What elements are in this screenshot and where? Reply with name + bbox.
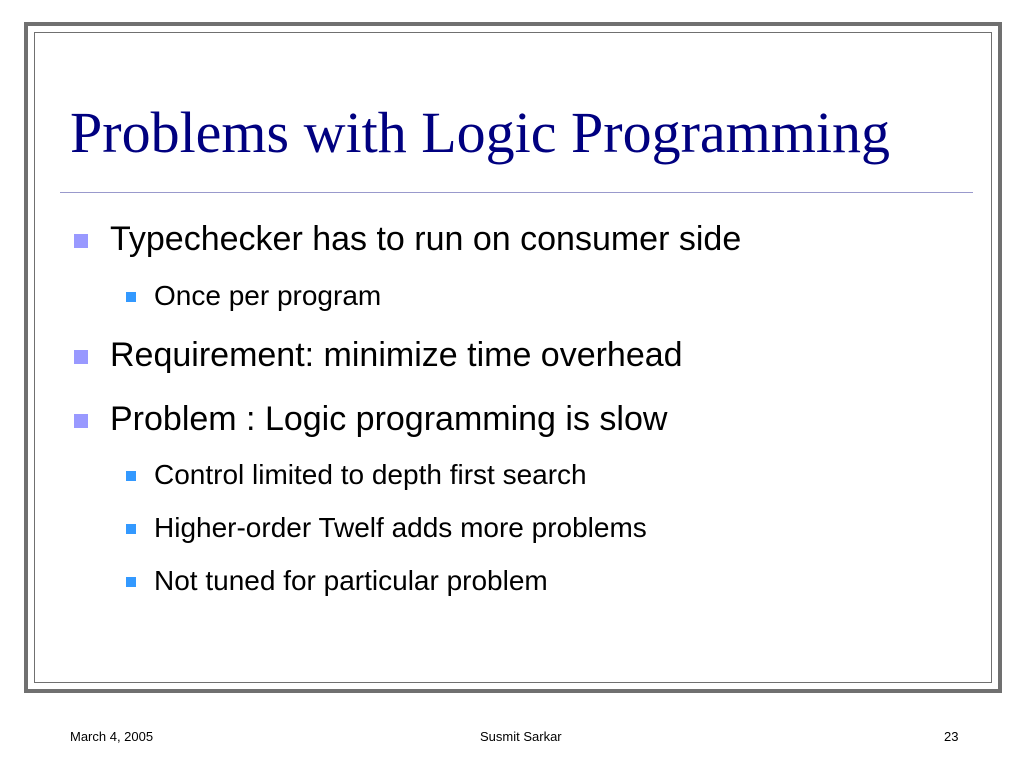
- footer-author: Susmit Sarkar: [480, 729, 562, 744]
- bullet-item: [154, 461, 587, 489]
- square-bullet-icon: [74, 234, 88, 248]
- slide-title: Problems with Logic Programming: [70, 100, 890, 165]
- square-bullet-icon: [126, 524, 136, 534]
- bullet-text: Higher-order Twelf adds more problems: [154, 512, 647, 543]
- square-bullet-icon: [126, 292, 136, 302]
- bullet-text: Once per program: [154, 280, 382, 311]
- bullet-item: [154, 567, 548, 595]
- square-bullet-icon: [126, 471, 136, 481]
- bullet-text: Problem : Logic programming is slow: [110, 400, 668, 438]
- bullet-item: [110, 402, 667, 436]
- bullet-text: Control limited to depth first search: [154, 459, 587, 490]
- square-bullet-icon: [74, 350, 88, 364]
- bullet-item: [110, 338, 683, 372]
- bullet-item: [154, 282, 381, 310]
- footer-page-number: 23: [944, 729, 959, 744]
- bullet-text: Requirement: minimize time overhead: [110, 336, 683, 374]
- bullet-item: [110, 222, 741, 256]
- bullet-item: [154, 514, 647, 542]
- bullet-text: Not tuned for particular problem: [154, 565, 548, 596]
- bullet-text: Typechecker has to run on consumer side: [110, 220, 742, 258]
- square-bullet-icon: [126, 577, 136, 587]
- square-bullet-icon: [74, 414, 88, 428]
- footer-date: March 4, 2005: [70, 729, 154, 744]
